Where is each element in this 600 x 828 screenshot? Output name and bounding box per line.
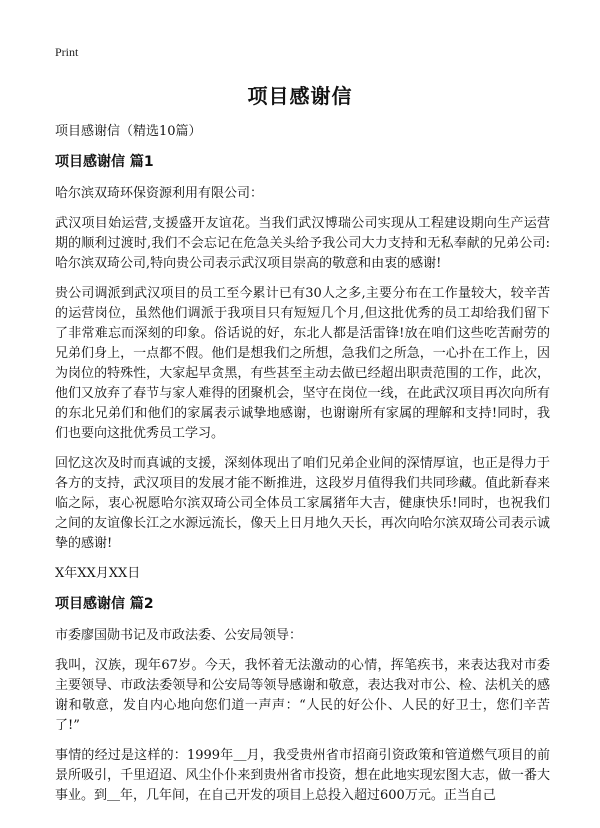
- document-body: [55, 122, 550, 816]
- section-heading: 项目感谢信 篇1: [55, 154, 154, 170]
- paragraph: 事情的经过是这样的：1999年＿月，我受贵州省市招商引资政策和管道燃气项目的前景所吸引，千里迢迢、风尘仆仆来到贵州省市投资，想在此地实现宏图大志，做一番大事业。到＿年，几年间，在自己开发的项目上总投入超过600万元。正当自己: [55, 748, 550, 803]
- section-1: [55, 152, 550, 584]
- paragraph: 我叫，汉族，现年67岁。今天，我怀着无法激动的心情，挥笔疾书，来表达我对市委主要领导、市政法委领导和公安局等领导感谢和敬意，表达我对市公、检、法机关的感谢和敬意，发自内心地向您们道一声声：“人民的好公仆、人民的好卫士，您们辛苦了!”: [55, 658, 550, 733]
- paragraph: 贵公司调派到武汉项目的员工至今累计已有30人之多,主要分布在工作量较大，较辛苦的运营岗位，虽然他们调派于我项目只有短短几个月,但这批优秀的员工却给我们留下了非常难忘而深刻的印象。俗话说的好，东北人都是活雷锋!放在咱们这些吃苦耐劳的兄弟们身上，一点都不假。他们是想我们之所想，急我们之所急，一心扑在工作上，因为岗位的特殊性，大家起早贪黑，有些甚至主动去做已经超出职责范围的工作，此次，他们又放弃了春节与家人难得的团聚机会，坚守在岗位一线，在此武汉项目再次向所有的东北兄弟们和他们的家属表示诚挚地感谢，也谢谢所有家属的理解和支持!同时，我们也要向这批优秀员工学习。: [55, 286, 550, 441]
- paragraph: 武汉项目始运营,支援盛开友谊花。当我们武汉博瑞公司实现从工程建设期向生产运营期的顺利过渡时,我们不会忘记在危急关头给予我公司大力支持和无私奉献的兄弟公司:哈尔滨双琦公司,特向贵公司表示武汉项目崇高的敬意和由衷的感谢!: [55, 216, 550, 271]
- salutation: 哈尔滨双琦环保资源利用有限公司：: [55, 186, 264, 201]
- print-link[interactable]: Print: [55, 45, 79, 59]
- section-2: [55, 594, 550, 806]
- page-title: 项目感谢信: [247, 84, 353, 108]
- paragraph: 回忆这次及时而真诚的支援，深刻体现出了咱们兄弟企业间的深情厚谊，也正是得力于各方的支持，武汉项目的发展才能不断推进，这段岁月值得我们共同珍藏。值此新春来临之际，衷心祝愿哈尔滨双琦公司全体员工家属猪年大吉，健康快乐!同时，也祝我们之间的友谊像长江之水源远流长，像天上日月地久天长，再次向哈尔滨双琦公司表示诚挚的感谢!: [55, 456, 550, 551]
- section-heading: 项目感谢信 篇2: [55, 596, 154, 612]
- letter-date: X年XX月XX日: [55, 566, 141, 581]
- document-subtitle: 项目感谢信（精选10篇）: [55, 124, 202, 139]
- salutation: 市委廖国勋书记及市政法委、公安局领导：: [55, 628, 303, 643]
